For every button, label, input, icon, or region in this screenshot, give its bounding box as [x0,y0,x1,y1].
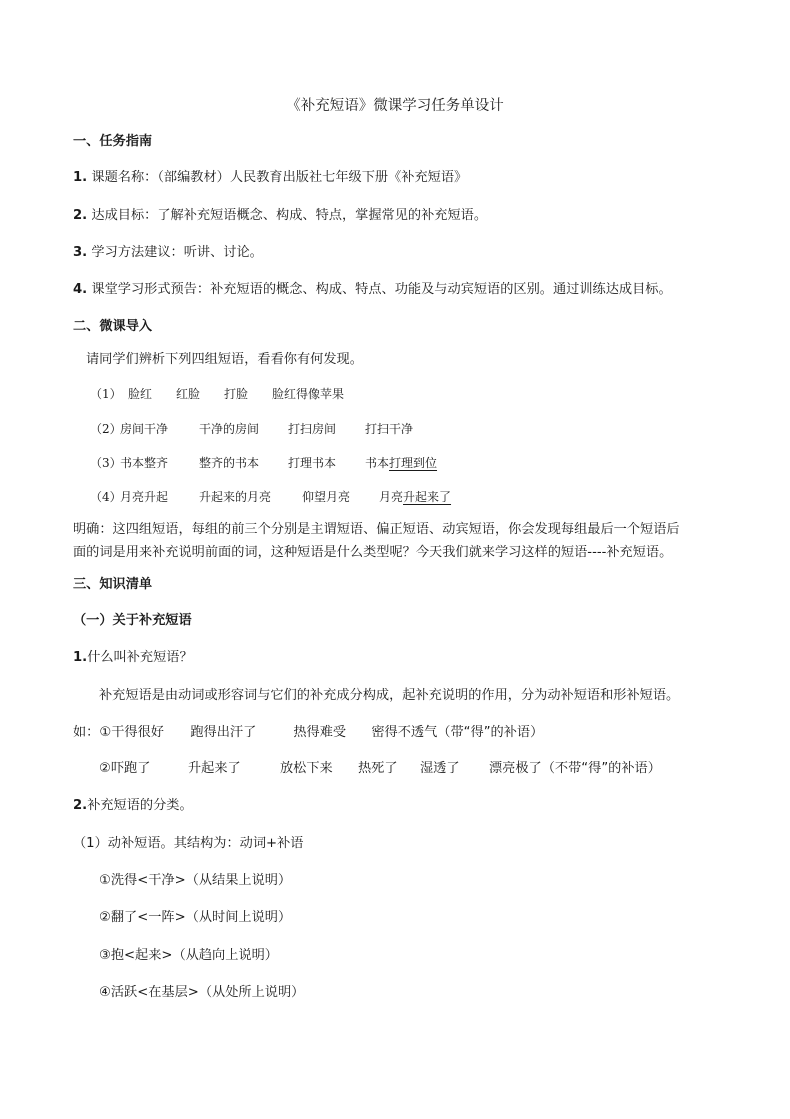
section-heading-knowledge-list: 三、知识清单 [73,577,153,592]
example-phrase: 热得难受 [293,725,347,740]
phrase-complement-prefix: 月亮 [379,490,404,504]
question-text: 什么叫补充短语？ [87,650,193,665]
group-label: （3） [90,456,122,470]
phrase-group-1 [90,387,344,401]
example-phrase: 跑得出汗了 [190,725,257,740]
explanation-line-1: 明确：这四组短语，每组的前三个分别是主谓短语、偏正短语、动宾短语，你会发现每组最后一个短语后 [73,522,680,537]
phrase-group-2 [90,422,413,436]
item-text: 学习方法建议：听讲、讨论。 [91,245,263,260]
item-text: 课题名称：（部编教材）人民教育出版社七年级下册《补充短语》 [91,170,468,185]
category-example-2: ②翻了<一阵>（从时间上说明） [99,910,292,925]
example-prefix: 如： [73,725,100,740]
phrase-group-3 [90,456,437,470]
item-text: 达成目标：了解补充短语概念、构成、特点，掌握常见的补充短语。 [91,208,488,223]
section-heading-task-guide: 一、任务指南 [73,134,153,149]
example-phrase: ②吓跑了 [99,761,151,776]
example-phrase: ①干得很好 [99,725,164,740]
question-2 [73,798,193,814]
category-example-3: ③抱<起来>（从趋向上说明） [99,948,278,963]
example-phrase: 放松下来 [280,761,333,776]
group-label: （4） [90,490,122,504]
phrase-verb-object: 打理书本 [288,456,337,470]
subsection-heading: （一）关于补充短语 [73,613,192,628]
phrase-complement-underlined: 升起来了 [403,490,452,504]
phrase-subject-predicate: 书本整齐 [120,456,169,470]
section-heading-lesson-intro: 二、微课导入 [73,319,153,334]
item-number: 1. [73,170,88,185]
explanation-line-2: 面的词是用来补充说明前面的词，这种短语是什么类型呢？今天我们就来学习这样的短语----补充短语。 [73,545,673,560]
group-label: （1） [90,387,122,401]
task-item-1 [73,170,467,186]
phrase-modifier-head: 干净的房间 [199,422,260,436]
phrase-subject-predicate: 月亮升起 [120,490,169,504]
phrase-modifier-head: 升起来的月亮 [199,490,272,504]
phrase-complement: 脸红得像苹果 [272,387,345,401]
item-number: 3. [73,245,88,260]
phrase-complement-prefix: 书本 [365,456,390,470]
group-label: （2） [90,422,122,436]
example-phrase: 热死了 [358,761,398,776]
item-number: 4. [73,282,88,297]
phrase-verb-object: 打扫房间 [288,422,337,436]
item-number: 2. [73,208,88,223]
example-phrase: 漂亮极了（不带“得”的补语） [489,761,661,776]
question-1 [73,650,193,666]
phrase-subject-predicate: 房间干净 [120,422,169,436]
example-phrase: 密得不透气（带“得”的补语） [371,725,544,740]
category-heading-verb-complement: （1）动补短语。其结构为：动词+补语 [73,836,304,851]
task-item-4 [73,282,672,298]
phrase-modifier-head: 整齐的书本 [199,456,260,470]
item-text: 课堂学习形式预告：补充短语的概念、构成、特点、功能及与动宾短语的区别。通过训练达成目标。 [91,282,672,297]
phrase-complement: 打扫干净 [365,422,414,436]
question-number: 2. [73,798,88,813]
phrase-complement-underlined: 打理到位 [389,456,438,470]
question-text: 补充短语的分类。 [87,798,193,813]
intro-text: 请同学们辨析下列四组短语，看看你有何发现。 [86,352,363,367]
task-item-2 [73,208,487,224]
phrase-modifier-head: 红脸 [176,387,201,401]
example-phrase: 湿透了 [420,761,460,776]
example-row-1 [73,725,543,741]
phrase-subject-predicate: 脸红 [128,387,153,401]
document-title: 《补充短语》微课学习任务单设计 [286,98,504,114]
task-item-3 [73,245,263,261]
question-number: 1. [73,650,88,665]
definition-text: 补充短语是由动词或形容词与它们的补充成分构成，起补充说明的作用，分为动补短语和形补短语。 [99,688,680,703]
category-example-4: ④活跃<在基层>（从处所上说明） [99,985,305,1000]
phrase-verb-object: 仰望月亮 [302,490,351,504]
category-example-1: ①洗得<干净>（从结果上说明） [99,873,292,888]
phrase-group-4 [90,490,451,504]
example-phrase: 升起来了 [188,761,241,776]
phrase-verb-object: 打脸 [224,387,249,401]
example-row-2 [99,761,661,777]
